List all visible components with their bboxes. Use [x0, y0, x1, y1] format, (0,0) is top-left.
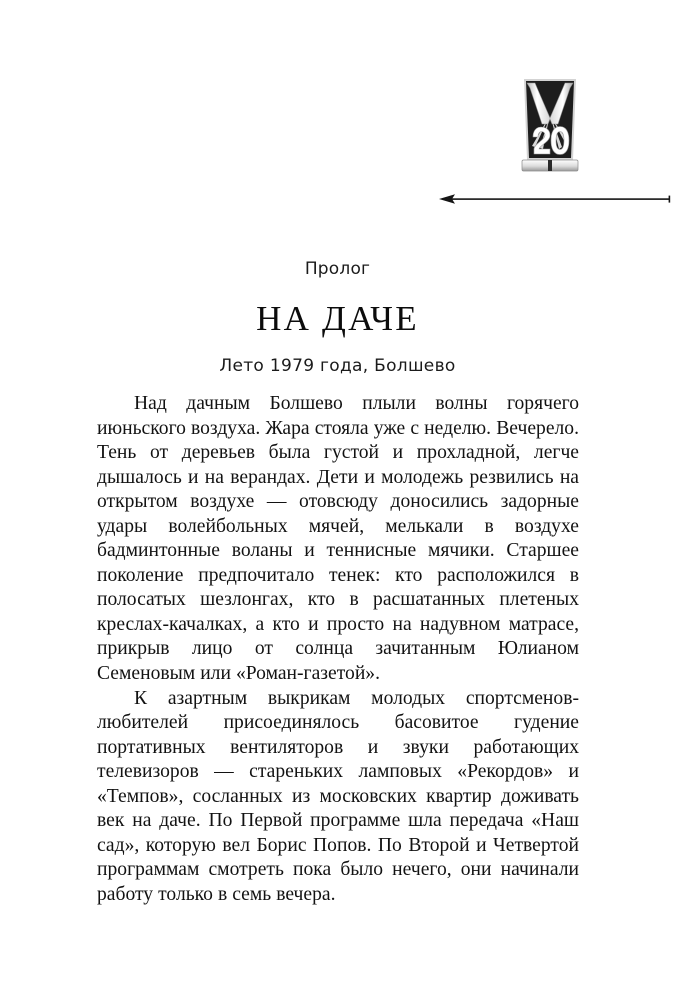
body-paragraph: К азартным выкрикам молодых спортсменов-любителей присоединялось басовитое гудение портативных вентиляторов и звуки работающих телевизоров — стареньких ламповых «Рекордов» и «Темпов», сосланных из московских квартир доживать век на даче. По Первой программе шла передача «Наш сад», которую вел Борис Попов. По Второй и Четвертой программам смотреть пока было нечего, они начинали работу только в семь вечера.: [97, 687, 579, 905]
left-arrow-rule: [437, 190, 671, 208]
body-paragraph: Над дачным Болшево плыли волны горячего июньского воздуха. Жара стояла уже с неделю. Вечерело. Тень от деревьев была густой и прохладной, легче дышалось и на верандах. Дети и молодежь резвились на открытом воздухе — отовсюду доносились задорные удары волейбольных мячей, мелькали в воздухе бадминтонные воланы и теннисные мячики. Старшее поколение предпочитало тенек: кто расположился в полосатых шезлонгах, кто в расшатанных плетеных креслах-качалках, а кто и просто на надувном матрасе, прикрыв лицо от солнца зачитанным Юлианом Семеновым или «Роман-газетой».: [97, 393, 579, 685]
m20-badge-emblem: [518, 76, 582, 178]
body-text-column: [97, 392, 579, 907]
chapter-kicker-label: Пролог: [304, 259, 371, 279]
chapter-subtitle: Лето 1979 года, Болшево: [219, 356, 456, 376]
chapter-heading-block: [97, 258, 578, 377]
chapter-title: НА ДАЧЕ: [256, 299, 419, 338]
